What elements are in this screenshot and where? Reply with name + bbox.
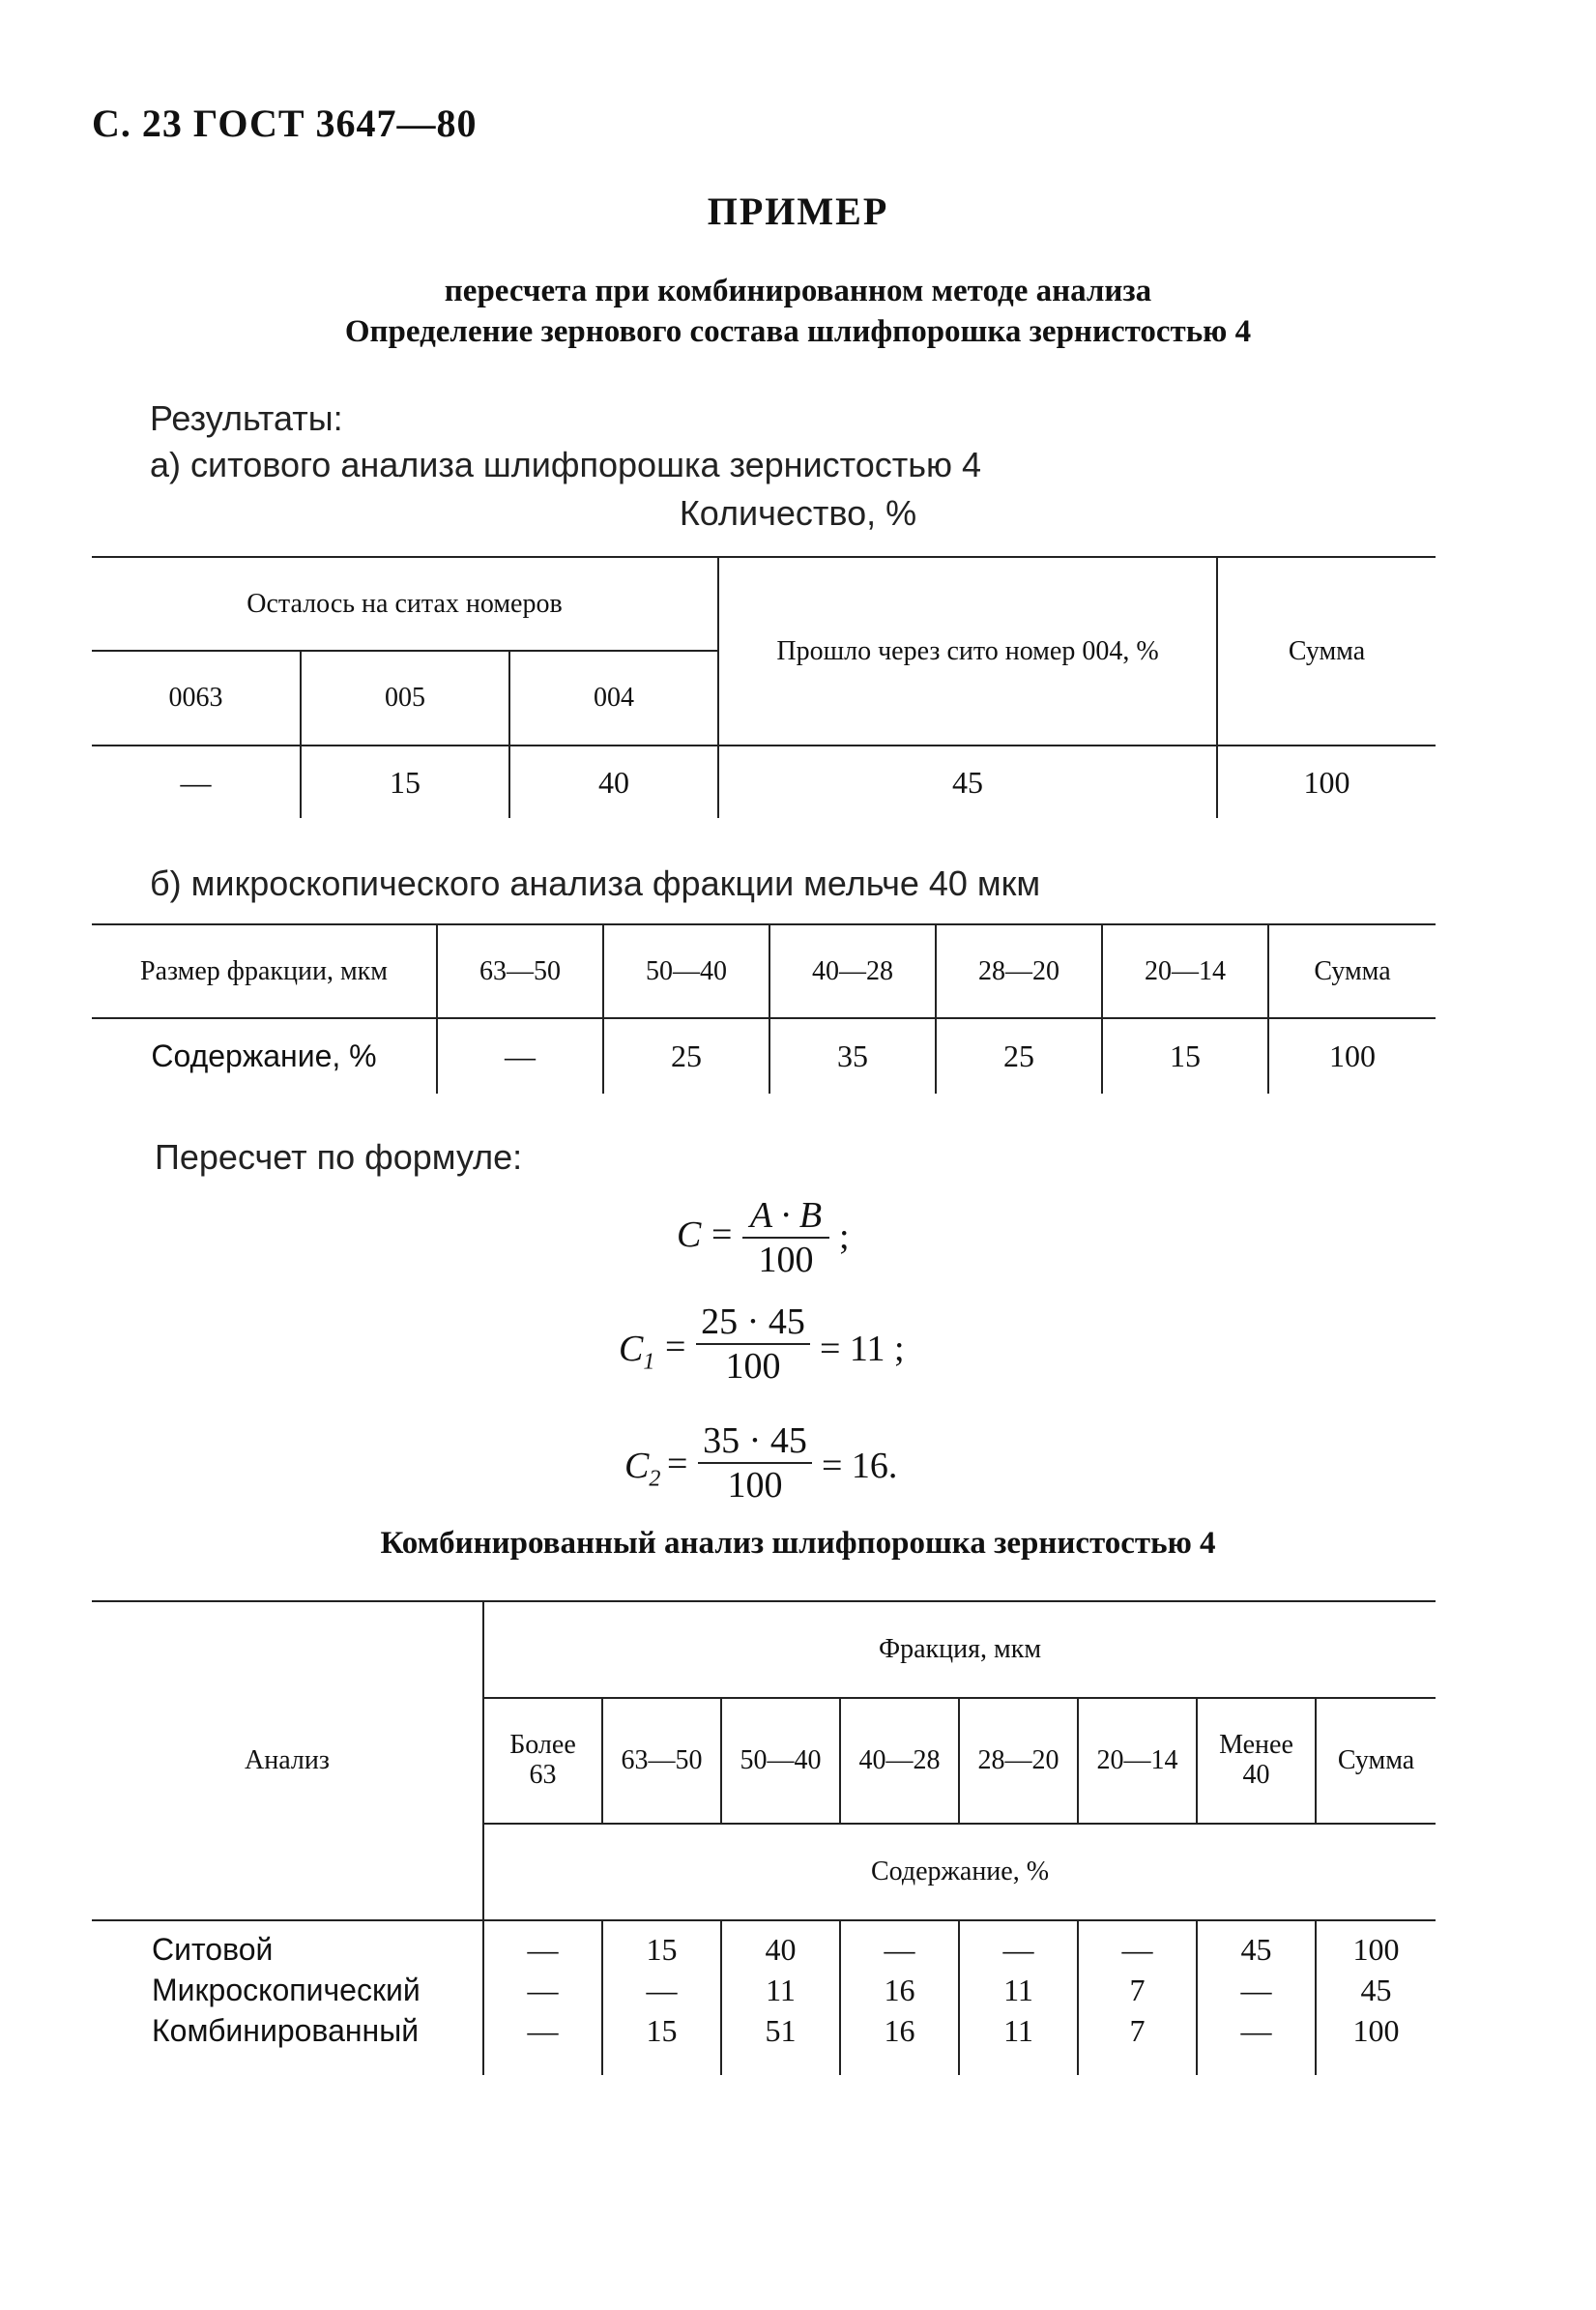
formula-subscript: 1 [643, 1349, 655, 1375]
page-header: С. 23 ГОСТ 3647—80 [92, 102, 478, 145]
passed-header: Прошло через сито номер 004, % [718, 557, 1217, 746]
table-cell: — [437, 1018, 603, 1094]
formula-numerator: 25 · 45 [701, 1301, 805, 1342]
formula-tail: ; [839, 1216, 850, 1257]
row-label: Ситовой [152, 1932, 274, 1967]
formula-denominator: 100 [727, 1465, 783, 1506]
table-column-values: — 16 16 [840, 1920, 959, 2075]
size-cell: 63—50 [437, 924, 603, 1018]
table-column-values: 40 11 51 [721, 1920, 840, 2075]
row-labels [92, 1920, 483, 2075]
section-a-label: а) ситового анализа шлифпорошка зернистостью 4 [150, 445, 982, 484]
formula-subscript: 2 [649, 1466, 661, 1492]
recalc-label: Пересчет по формуле: [155, 1137, 523, 1177]
column-header: 63—50 [602, 1698, 721, 1824]
table-cell: 25 [603, 1018, 769, 1094]
column-header: Сумма [1316, 1698, 1436, 1824]
column-header: 28—20 [959, 1698, 1078, 1824]
retained-group-header: Осталось на ситах номеров [92, 557, 718, 651]
size-cell: 50—40 [603, 924, 769, 1018]
column-header: 50—40 [721, 1698, 840, 1824]
table-column-values: 45 — — [1197, 1920, 1316, 2075]
subtitle-line-2: Определение зернового состава шлифпорошка зернистостью 4 [344, 314, 1252, 349]
content-label: Содержание, % [151, 1038, 377, 1073]
table-column-values: — 11 11 [959, 1920, 1078, 2075]
column-header: Менее 40 [1197, 1698, 1316, 1824]
table-column-values: — 7 7 [1078, 1920, 1197, 2075]
table-cell: 35 [769, 1018, 936, 1094]
formula-numerator: 35 · 45 [703, 1420, 807, 1461]
table-cell: 100 [1217, 746, 1436, 818]
table-column-values: 15 — 15 [602, 1920, 721, 2075]
table-column-values: 100 45 100 [1316, 1920, 1436, 2075]
table-cell: 25 [936, 1018, 1102, 1094]
formula-tail: = 11 ; [820, 1329, 905, 1369]
formula-lhs: C [624, 1446, 650, 1486]
column-header: 20—14 [1078, 1698, 1197, 1824]
table-cell: 100 [1268, 1018, 1436, 1094]
sieve-analysis-table [92, 556, 1436, 818]
formula-tail: = 16. [822, 1446, 898, 1486]
size-cell: Сумма [1268, 924, 1436, 1018]
formula-lhs: C [677, 1214, 702, 1255]
sieve-number: 005 [301, 651, 509, 746]
combined-analysis-table [92, 1600, 1436, 2075]
size-label: Размер фракции, мкм [92, 924, 437, 1018]
formula-numerator: A · B [749, 1195, 823, 1236]
sum-header: Сумма [1217, 557, 1436, 746]
subtitle-line-1: пересчета при комбинированном методе анализа [444, 274, 1152, 308]
size-cell: 28—20 [936, 924, 1102, 1018]
content-header: Содержание, % [483, 1824, 1436, 1920]
formula-denominator: 100 [725, 1346, 781, 1387]
row-label: Комбинированный [152, 2013, 420, 2048]
table-cell: 15 [1102, 1018, 1268, 1094]
table-cell: 15 [301, 746, 509, 818]
table-column-values: — — — [483, 1920, 602, 2075]
analysis-header: Анализ [92, 1601, 483, 1920]
table-cell: 45 [718, 746, 1217, 818]
page-title: ПРИМЕР [707, 190, 889, 233]
fraction-header: Фракция, мкм [483, 1601, 1436, 1698]
combined-title: Комбинированный анализ шлифпорошка зернистостью 4 [380, 1526, 1216, 1561]
size-cell: 40—28 [769, 924, 936, 1018]
results-label: Результаты: [150, 398, 343, 438]
microscopic-analysis-table [92, 923, 1436, 1094]
formula-denominator: 100 [758, 1240, 814, 1280]
section-a-caption: Количество, % [679, 493, 917, 533]
table-cell: — [92, 746, 301, 818]
sieve-number: 0063 [168, 683, 223, 713]
size-cell: 20—14 [1102, 924, 1268, 1018]
table-cell: 40 [509, 746, 718, 818]
column-header: Более 63 [483, 1698, 602, 1824]
section-b-label: б) микроскопического анализа фракции мельче 40 мкм [150, 863, 1041, 903]
sieve-number: 004 [509, 651, 718, 746]
row-label: Микроскопический [152, 1973, 421, 2007]
formula-lhs: C [619, 1329, 644, 1369]
column-header: 40—28 [840, 1698, 959, 1824]
